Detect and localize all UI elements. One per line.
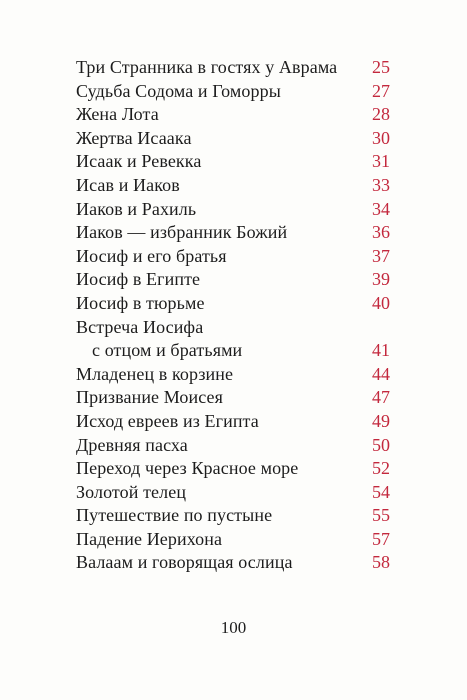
toc-entry-page: 47 (372, 387, 390, 408)
toc-entry (76, 363, 390, 387)
toc-entry-title: Жертва Исаака (76, 127, 192, 148)
toc-entry (76, 150, 390, 174)
toc-entry-title: Переход через Красное море (76, 458, 299, 479)
toc-entry-page: 41 (372, 340, 390, 361)
toc-entry-page: 25 (372, 57, 390, 77)
toc-entry-title: Иаков и Рахиль (76, 198, 197, 219)
toc-entry-page: 54 (372, 481, 390, 502)
toc-entry-title: Падение Иерихона (76, 528, 223, 549)
toc-entry-title: Три Странника в гостях у Аврама (76, 57, 338, 77)
toc-entry-page: 39 (372, 269, 390, 290)
toc-entry-title: Путешествие по пустыне (76, 505, 273, 526)
toc-entry-line-continued (76, 339, 390, 363)
toc-entry-page: 49 (372, 410, 390, 431)
toc-entry-page: 28 (372, 104, 390, 125)
toc-entry-page: 52 (372, 458, 390, 479)
toc-entry-page: 27 (372, 80, 390, 101)
toc-entry-title: Судьба Содома и Гоморры (76, 80, 281, 101)
toc-entry-page: 37 (372, 245, 390, 266)
toc-entry (76, 551, 390, 575)
toc-entry-title: Иосиф в Египте (76, 269, 201, 290)
toc-entry (76, 80, 390, 104)
toc-entry (76, 457, 390, 481)
toc-entry (76, 410, 390, 434)
toc-entry-page: 31 (372, 151, 390, 172)
toc-entry-title: Исаак и Ревекка (76, 151, 202, 172)
toc-entry-title: Золотой телец (76, 481, 187, 502)
toc-entry (76, 56, 390, 80)
toc-entry-title-continued: с отцом и братьями (92, 340, 243, 361)
toc-entry-page: 55 (372, 505, 390, 526)
toc-entry-line (76, 316, 390, 340)
toc-entry-title: Древняя пасха (76, 434, 188, 455)
toc-entry-title: Исход евреев из Египта (76, 410, 259, 431)
toc-entry-title: Валаам и говорящая ослица (76, 552, 293, 573)
toc-entry (76, 103, 390, 127)
toc-entry (76, 481, 390, 505)
toc-entry-title: Иосиф в тюрьме (76, 292, 205, 313)
toc-entry-page: 57 (372, 528, 390, 549)
toc-entry (76, 386, 390, 410)
toc-entry-page: 40 (372, 292, 390, 313)
toc-entry-title: Иаков — избранник Божий (76, 222, 288, 243)
toc-entry-page: 34 (372, 198, 390, 219)
toc-entry-page: 50 (372, 434, 390, 455)
toc-entry-title: Иосиф и его братья (76, 245, 227, 266)
toc-entry (76, 504, 390, 528)
toc-entry-title: Младенец в корзине (76, 363, 234, 384)
toc-entry (76, 434, 390, 458)
toc-entry-page: 30 (372, 127, 390, 148)
toc-entry-title: Встреча Иосифа (76, 316, 204, 337)
page-number: 100 (220, 618, 247, 637)
toc-entry (76, 316, 390, 363)
toc-entry (76, 268, 390, 292)
toc-entry (76, 198, 390, 222)
toc-entry (76, 174, 390, 198)
toc-entry-page: 44 (372, 363, 390, 384)
toc-entry-page: 33 (372, 174, 390, 195)
toc-entry-page: 36 (372, 222, 390, 243)
table-of-contents (76, 56, 390, 575)
toc-entry-title: Исав и Иаков (76, 174, 180, 195)
toc-entry (76, 292, 390, 316)
toc-entry (76, 245, 390, 269)
toc-entry-title: Призвание Моисея (76, 387, 224, 408)
toc-entry-page: 58 (372, 552, 390, 573)
toc-entry (76, 221, 390, 245)
toc-entry (76, 127, 390, 151)
toc-entry-title: Жена Лота (76, 104, 159, 125)
toc-entry (76, 528, 390, 552)
